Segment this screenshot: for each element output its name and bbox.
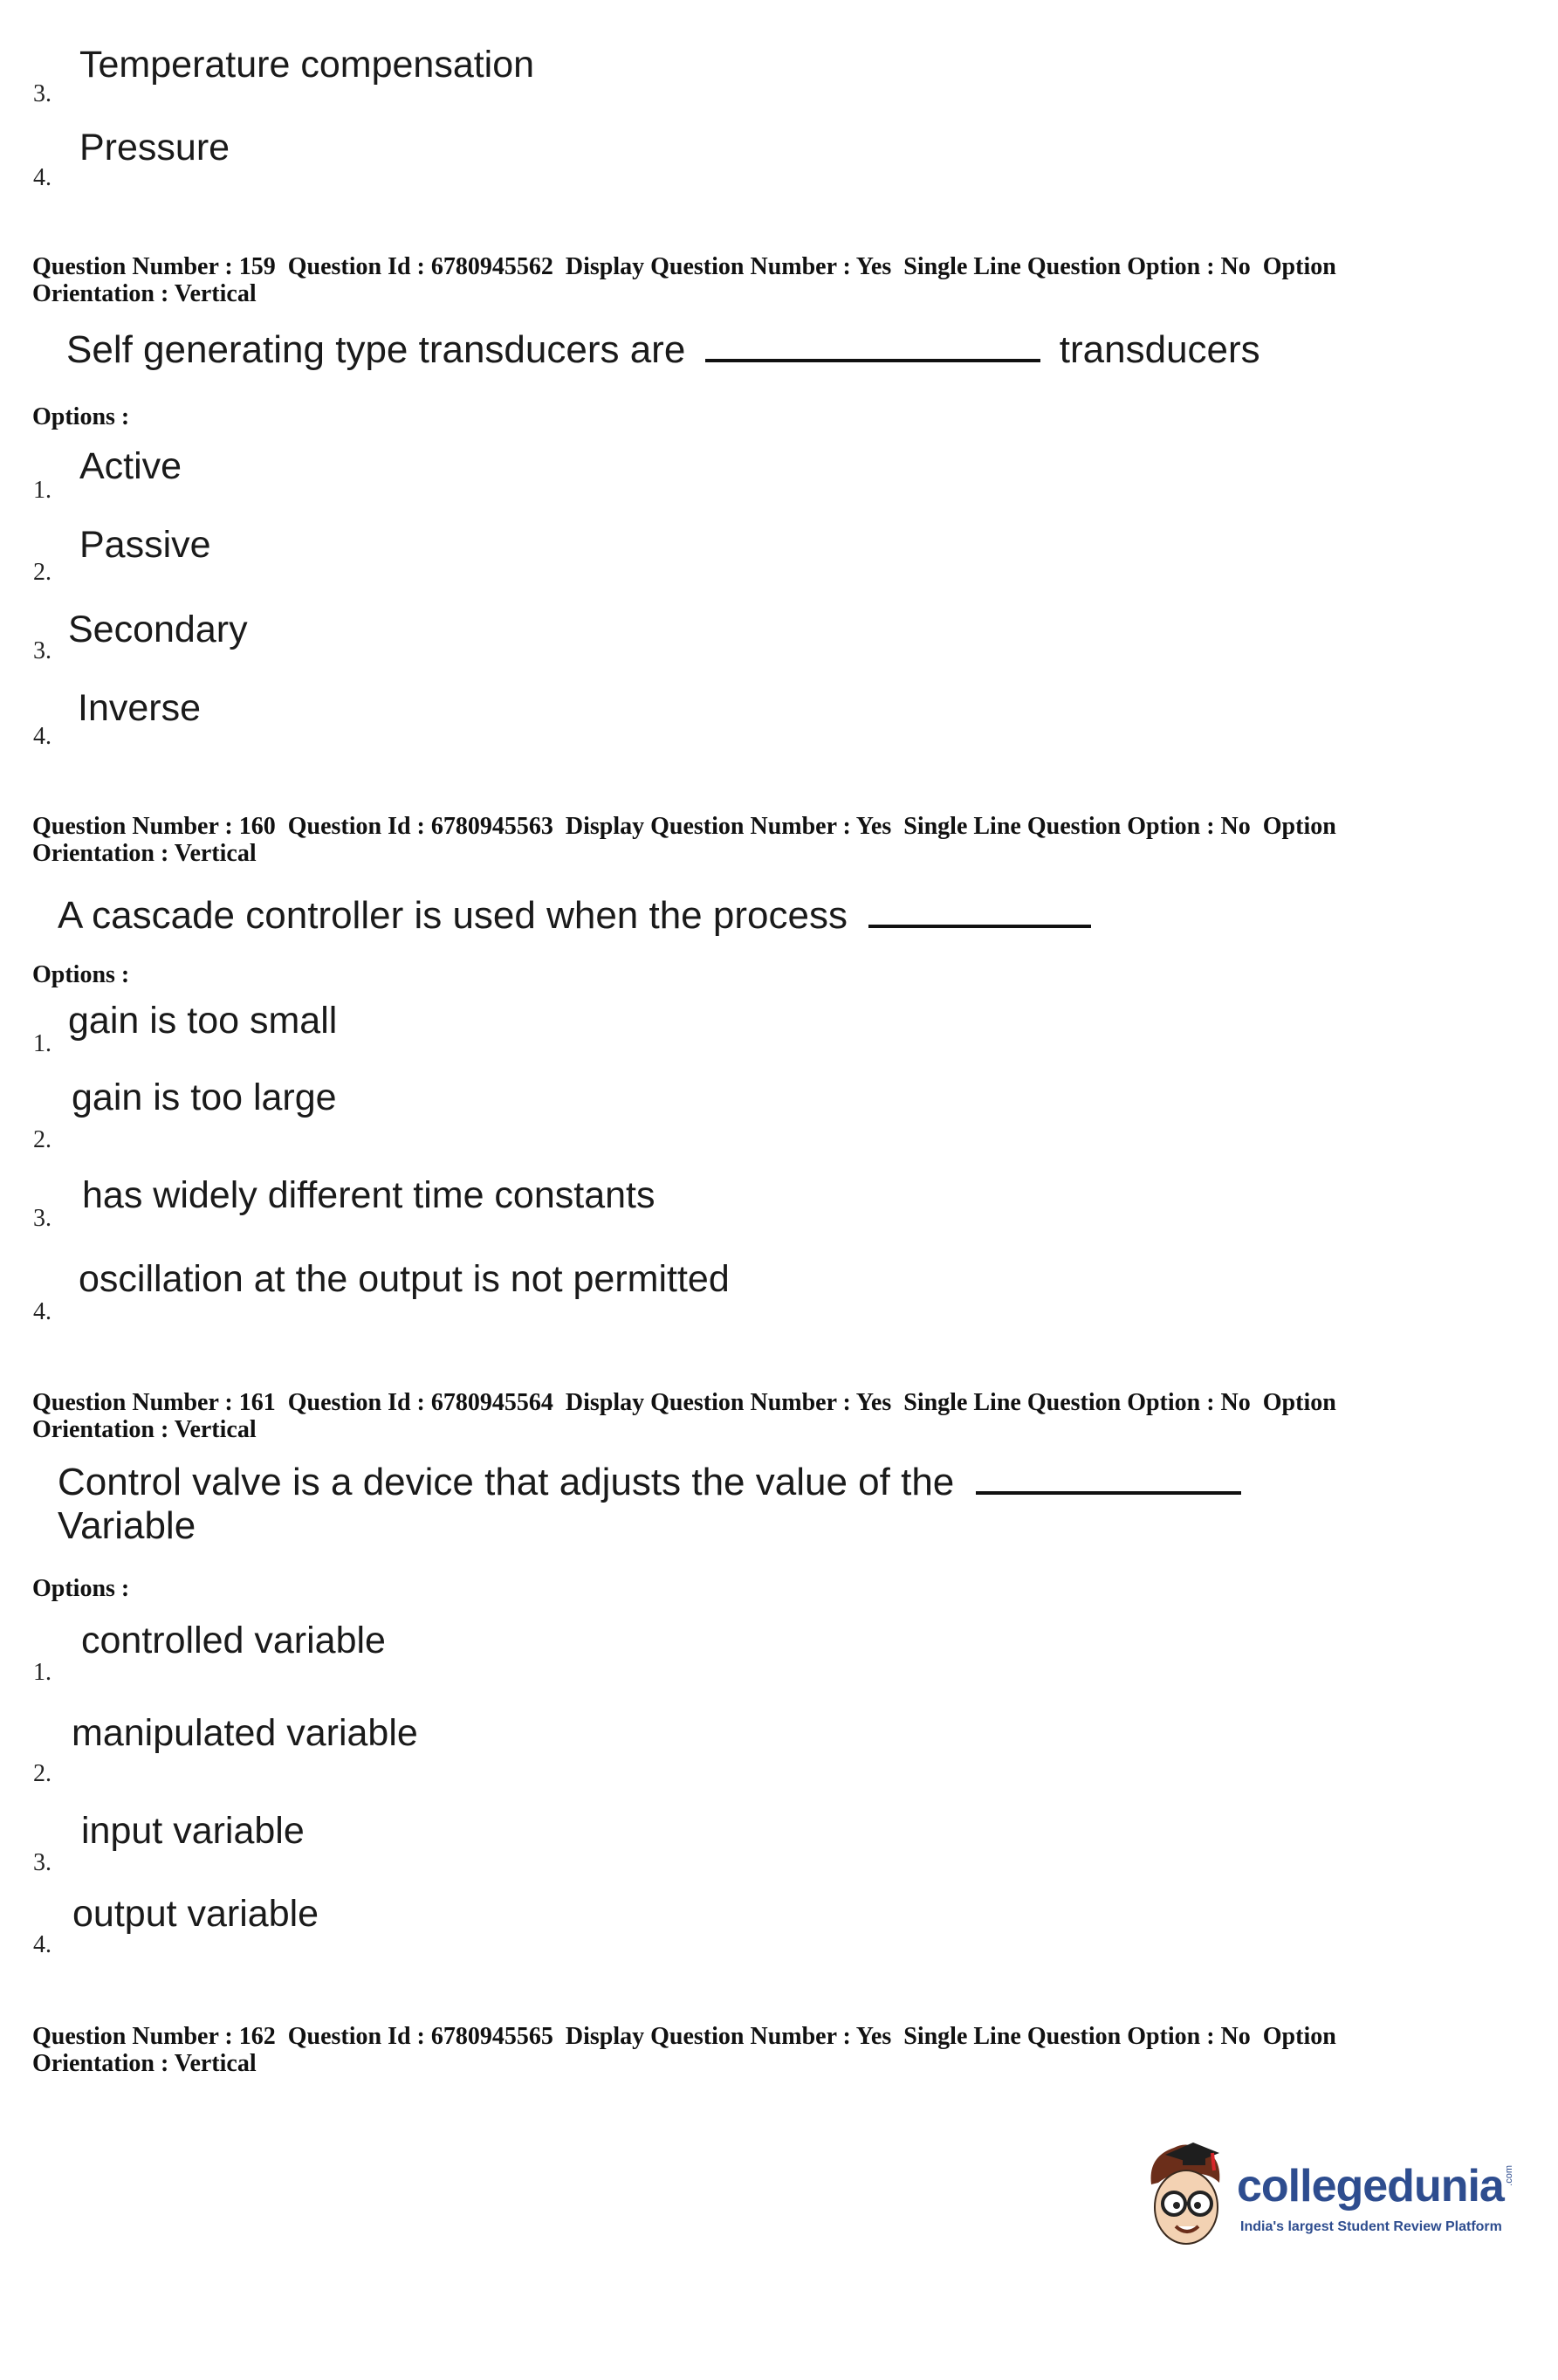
option-number: 2. (33, 559, 51, 586)
option-text: Active (79, 445, 182, 487)
option-number: 2. (33, 1760, 51, 1787)
option-number: 3. (33, 637, 51, 664)
option-text: gain is too large (72, 1077, 337, 1118)
option-text: Secondary (68, 609, 248, 650)
option-number: 4. (33, 1298, 51, 1325)
option-number: 3. (33, 1205, 51, 1232)
option-text: Inverse (78, 687, 202, 729)
option-text: gain is too small (68, 1000, 338, 1042)
question-meta: Question Number : 162 Question Id : 6780945565 Display Question Number : Yes Single Line Question Option : No Option Orientation : Vertical (32, 2023, 1336, 2077)
question-meta: Question Number : 161 Question Id : 6780945564 Display Question Number : Yes Single Line Question Option : No Option Orientation : Vertical (32, 1389, 1336, 1443)
collegedunia-logo[interactable] (1139, 2139, 1523, 2261)
option-text: Passive (79, 524, 211, 566)
option-number: 4. (33, 723, 51, 750)
logo-com: .com (1504, 2165, 1514, 2186)
answer-blank (976, 1458, 1241, 1495)
logo-wordmark: collegedunia (1237, 2161, 1504, 2211)
answer-blank (868, 891, 1091, 928)
option-text: output variable (72, 1893, 319, 1935)
options-label: Options : (32, 961, 130, 988)
question-text: Control valve is a device that adjusts the value of the (58, 1458, 1241, 1504)
option-text: input variable (81, 1810, 305, 1852)
option-text: has widely different time constants (82, 1174, 655, 1216)
question-text-line2: Variable (58, 1504, 196, 1547)
logo-tagline: India's largest Student Review Platform (1240, 2219, 1502, 2234)
option-number: 3. (33, 80, 51, 107)
option-number: 1. (33, 1030, 51, 1057)
option-text: Temperature compensation (79, 44, 535, 86)
option-number: 1. (33, 1659, 51, 1686)
option-text: controlled variable (81, 1620, 386, 1661)
option-number: 2. (33, 1126, 51, 1153)
options-label: Options : (32, 403, 130, 430)
question-meta: Question Number : 159 Question Id : 6780945562 Display Question Number : Yes Single Line Question Option : No Option Orientation : Vertical (32, 253, 1336, 307)
question-text: Self generating type transducers are transducers (66, 326, 1260, 372)
option-number: 4. (33, 1931, 51, 1958)
option-number: 3. (33, 1849, 51, 1876)
answer-blank (705, 326, 1040, 362)
question-text: A cascade controller is used when the process (58, 891, 1091, 938)
option-text: Pressure (79, 127, 230, 169)
option-text: oscillation at the output is not permitted (79, 1258, 730, 1300)
option-number: 1. (33, 477, 51, 504)
option-text: manipulated variable (72, 1712, 418, 1754)
options-label: Options : (32, 1575, 130, 1602)
option-number: 4. (33, 164, 51, 191)
question-meta: Question Number : 160 Question Id : 6780945563 Display Question Number : Yes Single Line Question Option : No Option Orientation : Vertical (32, 813, 1336, 867)
mascot-icon (1139, 2139, 1235, 2261)
